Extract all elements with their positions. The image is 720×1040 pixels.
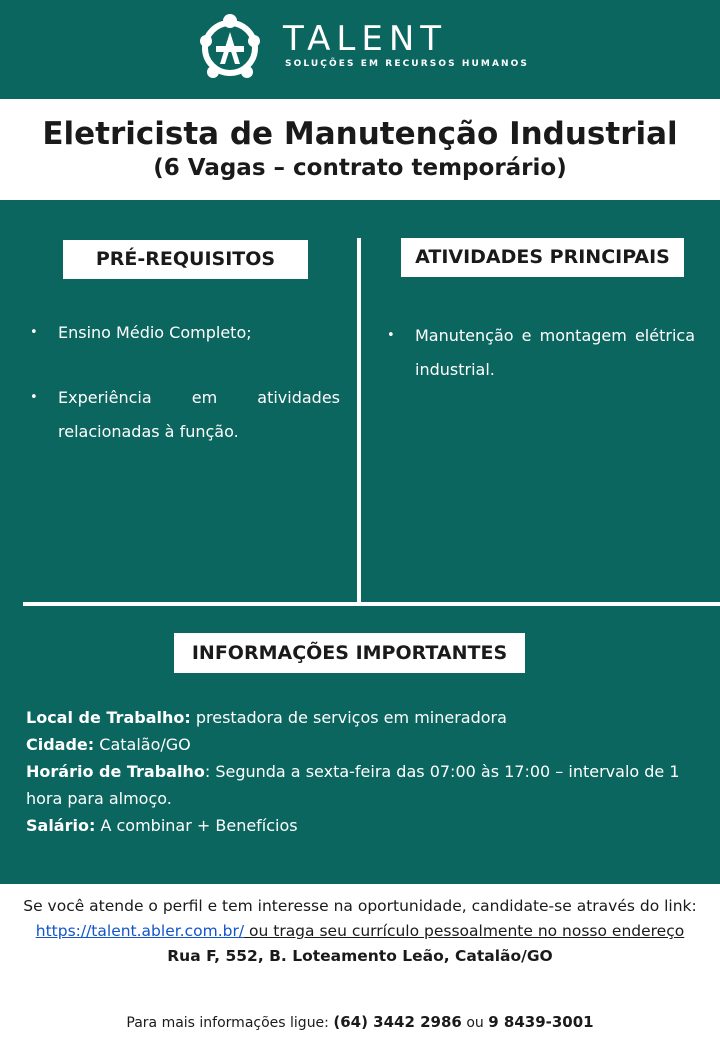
bullet-icon: • [387, 328, 395, 343]
workplace-label: Local de Trabalho: [26, 708, 191, 727]
requirements-heading: PRÉ-REQUISITOS [63, 240, 308, 279]
salary-label: Salário: [26, 816, 96, 835]
bullet-icon: • [30, 325, 38, 340]
requirement-text: Ensino Médio Completo; [58, 323, 252, 342]
brand-name: TALENT [283, 19, 448, 59]
hours-line [26, 758, 698, 812]
contact-line [0, 1012, 720, 1033]
city-line [26, 731, 698, 758]
workplace-value: prestadora de serviços em mineradora [190, 708, 507, 727]
city-label: Cidade: [26, 735, 95, 754]
activities-heading: ATIVIDADES PRINCIPAIS [401, 238, 684, 277]
info-heading: INFORMAÇÕES IMPORTANTES [174, 633, 525, 673]
footer [0, 884, 720, 1040]
hours-label: Horário de Trabalho [26, 762, 205, 781]
info-block [26, 704, 698, 839]
job-subtitle: (6 Vagas – contrato temporário) [153, 155, 567, 181]
workplace-line [26, 704, 698, 731]
apply-intro: Se você atende o perfil e tem interesse na oportunidade, candidate-se através do link: [23, 897, 697, 915]
brand-tagline: SOLUÇÕES EM RECURSOS HUMANOS [285, 59, 530, 69]
phone-secondary[interactable]: 9 8439-3001 [488, 1013, 594, 1031]
activities-list [383, 319, 695, 387]
header-bar [0, 0, 720, 99]
bullet-icon: • [30, 390, 38, 405]
apply-link[interactable]: https://talent.abler.com.br/ [35, 922, 245, 940]
details-panel [0, 200, 720, 884]
list-item [26, 381, 340, 449]
horizontal-divider [23, 602, 720, 606]
contact-intro: Para mais informações ligue: [126, 1015, 334, 1031]
apply-instructions [20, 894, 700, 969]
list-item [383, 319, 695, 387]
people-circle-logo-icon [194, 12, 266, 84]
requirements-list [26, 316, 340, 480]
vertical-divider [357, 238, 361, 605]
list-item [26, 316, 340, 350]
apply-middle: ou traga seu currículo pessoalmente no nosso endereço [244, 922, 685, 940]
job-title: Eletricista de Manutenção Industrial [42, 116, 678, 152]
requirement-text: Experiência em atividades relacionadas à função. [58, 388, 340, 441]
city-value: Catalão/GO [94, 735, 191, 754]
salary-value: A combinar + Benefícios [95, 816, 298, 835]
phone-primary[interactable]: (64) 3442 2986 [333, 1013, 462, 1031]
hours-value: : Segunda a sexta-feira das 07:00 às 17:00 – intervalo de 1 hora para almoço. [26, 762, 680, 808]
address: Rua F, 552, B. Loteamento Leão, Catalão/GO [167, 947, 553, 965]
activity-text: Manutenção e montagem elétrica industrial. [415, 326, 695, 379]
salary-line [26, 812, 698, 839]
contact-or: ou [461, 1015, 489, 1031]
title-area [0, 99, 720, 200]
